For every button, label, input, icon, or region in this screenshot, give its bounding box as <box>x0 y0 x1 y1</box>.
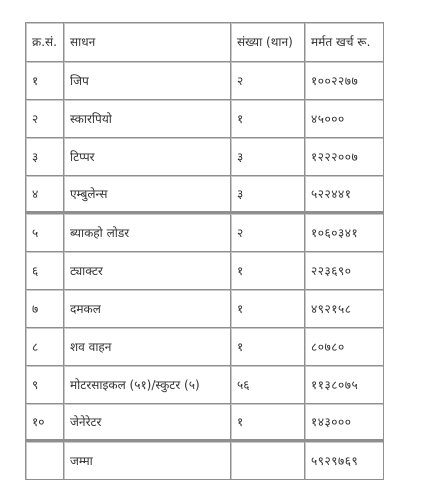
cell-equipment: दमकल <box>64 290 231 328</box>
cell-repair-cost: १०६०३४१ <box>305 214 384 252</box>
table-row <box>26 62 384 100</box>
table-row <box>26 214 384 252</box>
cell-equipment: मोटरसाइकल (५१)/स्कुटर (५) <box>64 366 231 404</box>
cell-count: १ <box>231 290 305 328</box>
cell-repair-cost: २२३६९० <box>305 252 384 290</box>
cell-repair-cost: १४३००० <box>305 404 384 442</box>
expense-table-container <box>25 22 383 480</box>
header-equipment: साधन <box>64 23 231 62</box>
cell-count: २ <box>231 214 305 252</box>
cell-count: १ <box>231 252 305 290</box>
table-row <box>26 290 384 328</box>
cell-repair-cost: १००२२७७ <box>305 62 384 100</box>
cell-equipment: ब्याकहो लोडर <box>64 214 231 252</box>
table-total-row <box>26 442 384 480</box>
table-row <box>26 366 384 404</box>
total-count <box>231 442 305 480</box>
cell-equipment: ट्याक्टर <box>64 252 231 290</box>
table-header-row <box>26 23 384 62</box>
cell-repair-cost: ८०७८० <box>305 328 384 366</box>
cell-equipment: जिप <box>64 62 231 100</box>
table-row <box>26 404 384 442</box>
cell-count: १ <box>231 404 305 442</box>
cell-repair-cost: ४५००० <box>305 100 384 138</box>
cell-repair-cost: १२२२००७ <box>305 138 384 176</box>
cell-count: ३ <box>231 138 305 176</box>
total-label: जम्मा <box>64 442 231 480</box>
cell-count: ५६ <box>231 366 305 404</box>
cell-equipment: एम्बुलेन्स <box>64 176 231 214</box>
table-row <box>26 252 384 290</box>
cell-count: २ <box>231 62 305 100</box>
cell-count: ३ <box>231 176 305 214</box>
cell-repair-cost: ४९२१५८ <box>305 290 384 328</box>
cell-equipment: टिप्पर <box>64 138 231 176</box>
total-repair-cost: ५९२९७६९ <box>305 442 384 480</box>
total-serial-number <box>26 442 64 480</box>
cell-repair-cost: ५२२४४१ <box>305 176 384 214</box>
cell-serial-number: ६ <box>26 252 64 290</box>
table-row <box>26 328 384 366</box>
cell-equipment: शव वाहन <box>64 328 231 366</box>
cell-serial-number: १० <box>26 404 64 442</box>
header-count: संख्या (थान) <box>231 23 305 62</box>
cell-serial-number: २ <box>26 100 64 138</box>
table-row <box>26 176 384 214</box>
cell-serial-number: ५ <box>26 214 64 252</box>
cell-equipment: जेनेरेटर <box>64 404 231 442</box>
cell-serial-number: ९ <box>26 366 64 404</box>
cell-serial-number: ४ <box>26 176 64 214</box>
cell-count: १ <box>231 100 305 138</box>
cell-serial-number: १ <box>26 62 64 100</box>
cell-repair-cost: ११३८०७५ <box>305 366 384 404</box>
header-repair-cost: मर्मत खर्च रू. <box>305 23 384 62</box>
cell-serial-number: ७ <box>26 290 64 328</box>
cell-equipment: स्कारपियो <box>64 100 231 138</box>
cell-serial-number: ३ <box>26 138 64 176</box>
vehicle-repair-expense-table <box>25 22 384 480</box>
cell-serial-number: ८ <box>26 328 64 366</box>
table-row <box>26 100 384 138</box>
cell-count: १ <box>231 328 305 366</box>
table-row <box>26 138 384 176</box>
header-serial-number: क्र.सं. <box>26 23 64 62</box>
